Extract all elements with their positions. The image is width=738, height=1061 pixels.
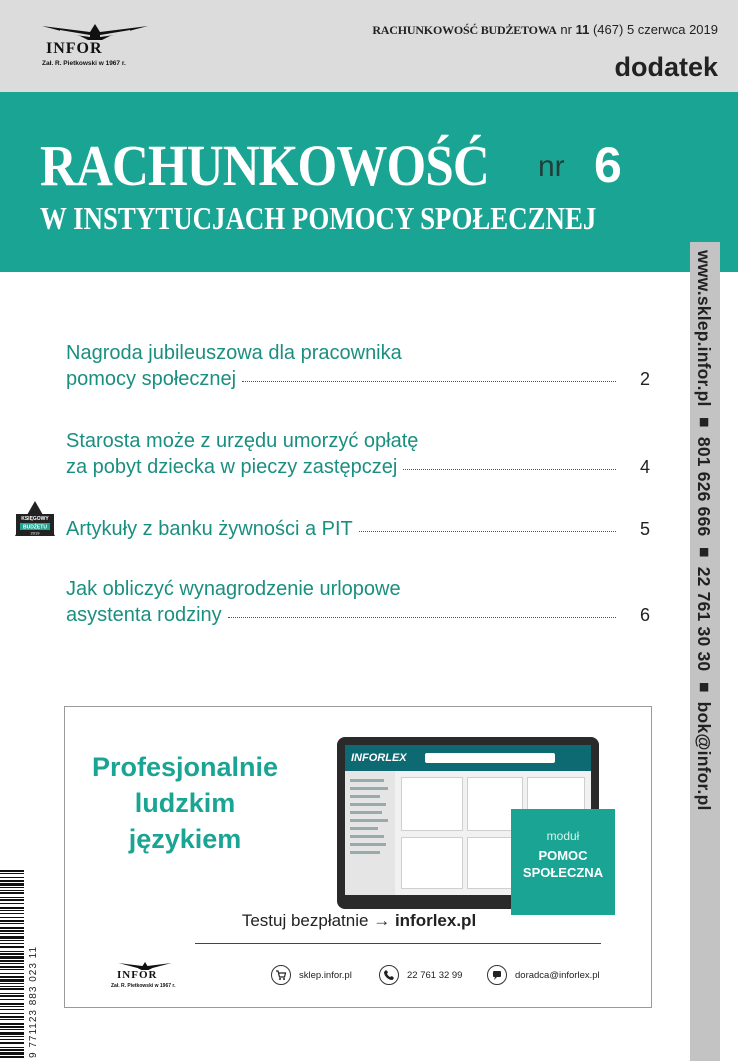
chat-icon	[487, 965, 507, 985]
leader-dots	[403, 469, 616, 470]
barcode-bar	[0, 1032, 24, 1035]
screen-line	[350, 803, 386, 806]
barcode-bar	[0, 963, 24, 964]
logo-wordmark: INFOR	[46, 40, 103, 57]
barcode-bar	[0, 883, 24, 886]
barcode-bar	[0, 877, 24, 878]
barcode-bar	[0, 988, 24, 990]
ad-slogan-line: językiem	[128, 824, 242, 854]
barcode-bar	[0, 1026, 24, 1028]
side-contact-text: www.sklep.infor.pl ■ 801 626 666 ■ 22 761 30 30 ■ bok@infor.pl	[694, 250, 714, 811]
badge-line1: KSIĘGOWY	[21, 516, 49, 522]
cta-text: Testuj bezpłatnie	[241, 911, 369, 930]
barcode-bar	[0, 1049, 24, 1051]
barcode-bar	[0, 993, 24, 994]
arrow-right-icon: →	[373, 911, 391, 930]
barcode-bar	[0, 953, 24, 955]
toc-item[interactable]	[66, 576, 650, 628]
toc-title-line: Jak obliczyć wynagrodzenie urlopowe	[66, 578, 401, 600]
barcode-bar	[0, 983, 24, 984]
contact-text: 22 761 32 99	[407, 969, 463, 981]
screen-panel	[401, 777, 463, 831]
toc-item[interactable]	[66, 340, 650, 392]
barcode-bar	[0, 1019, 24, 1020]
screen-line	[350, 779, 384, 782]
barcode-digits: 9 771123 883 023 11	[28, 945, 39, 1058]
barcode-bar	[0, 1023, 24, 1025]
infor-logo	[40, 22, 150, 74]
barcode-bar	[0, 1056, 24, 1058]
screen-line	[350, 851, 380, 854]
toc-page-number: 4	[639, 457, 650, 477]
barcode-bar	[0, 1039, 24, 1040]
nr-label: nr	[560, 22, 572, 37]
badge-line3: 2019	[30, 530, 40, 536]
barcode-bar	[0, 880, 24, 882]
screen-line	[350, 787, 388, 790]
logo-subtitle: Zał. R. Pietkowski w 1967 r.	[42, 60, 126, 67]
toc-title-line: Nagroda jubileuszowa dla pracownika	[66, 342, 402, 364]
screen-line	[350, 835, 384, 838]
barcode-bar	[0, 903, 24, 904]
barcode-bar	[0, 995, 24, 997]
ksiegowy-budzetu-badge-icon	[14, 500, 56, 542]
barcode-bar	[0, 870, 24, 872]
issue-date: 5 czerwca 2019	[626, 22, 718, 37]
badge-line2: BUDŻETU	[23, 524, 47, 531]
issue-total: (467)	[592, 22, 624, 37]
contact-text: sklep.infor.pl	[299, 969, 352, 981]
contact-shop[interactable]	[271, 963, 352, 987]
barcode-bar	[0, 979, 24, 982]
toc-title-line: za pobyt dziecka w pieczy zastępczej	[66, 456, 398, 478]
contact-email[interactable]	[487, 963, 600, 987]
screen-logo: INFORLEX	[351, 752, 407, 764]
barcode-bar	[0, 1003, 24, 1005]
barcode-bar	[0, 943, 24, 944]
barcode-bar	[0, 960, 24, 962]
barcode-bar	[0, 951, 24, 952]
barcode-bar	[0, 966, 24, 968]
toc-title-line: asystenta rodziny	[66, 604, 222, 626]
barcode-bar	[0, 913, 24, 914]
barcode-bar	[0, 899, 24, 901]
issue-info	[372, 22, 718, 38]
main-title: RACHUNKOWOŚĆ	[40, 133, 489, 198]
cta-line[interactable]	[65, 911, 653, 931]
toc-item[interactable]	[66, 516, 650, 542]
cta-link[interactable]: inforlex.pl	[394, 911, 477, 930]
barcode-bar	[0, 969, 24, 970]
title-nr-label: nr	[538, 150, 565, 183]
barcode-bar	[0, 940, 24, 941]
contact-phone[interactable]	[379, 963, 462, 987]
barcode-bar	[0, 1016, 24, 1018]
screen-line	[350, 827, 378, 830]
barcode-bar	[0, 1013, 24, 1014]
screen-panel	[401, 837, 463, 889]
barcode-bar	[0, 973, 24, 974]
issue-number: 11	[575, 22, 590, 37]
toc-title-line: Starosta może z urzędu umorzyć opłatę	[66, 430, 419, 452]
divider	[195, 943, 601, 944]
barcode-bar	[0, 976, 24, 978]
leader-dots	[228, 617, 616, 618]
ad-slogan-line: Profesjonalnie	[91, 752, 279, 782]
supplement-label: dodatek	[614, 52, 718, 82]
contact-text: doradca@inforlex.pl	[515, 969, 600, 981]
barcode-bar	[0, 897, 24, 898]
screen-line	[350, 795, 380, 798]
barcode-bar	[0, 946, 24, 948]
ad-logo-subtitle: Zał. R. Pietkowski w 1967 r.	[111, 983, 176, 989]
inforlex-ad[interactable]	[64, 706, 652, 1008]
module-name-line: POMOC	[538, 848, 588, 863]
barcode-bar	[0, 927, 24, 929]
subtitle: W INSTYTUCJACH POMOCY SPOŁECZNEJ	[40, 200, 597, 236]
screen-header	[345, 745, 591, 771]
toc-page-number: 6	[639, 605, 650, 625]
barcode-bar	[0, 999, 24, 1000]
barcode-bar	[0, 933, 24, 934]
barcode-bar	[0, 1052, 24, 1055]
barcode-bar	[0, 923, 24, 924]
publication-name: RACHUNKOWOŚĆ BUDŻETOWA	[372, 23, 557, 37]
barcode-bar	[0, 890, 24, 891]
barcode-bar	[0, 1036, 24, 1037]
barcode-bar	[0, 1047, 24, 1048]
screen-line	[350, 843, 386, 846]
barcode-bar	[0, 936, 24, 939]
eagle-icon	[40, 22, 150, 42]
toc-title-line: pomocy społecznej	[66, 368, 237, 390]
ad-slogan-line: ludzkim	[134, 788, 236, 818]
barcode-bar	[0, 1042, 24, 1044]
toc-item[interactable]	[66, 428, 650, 480]
barcode-bar	[0, 892, 24, 894]
toc-page-number: 5	[639, 519, 650, 539]
leader-dots	[242, 381, 616, 382]
barcode-bar	[0, 1029, 24, 1030]
cart-icon	[271, 965, 291, 985]
screen-line	[350, 819, 388, 822]
ad-slogan	[85, 749, 285, 857]
barcode-bar	[0, 986, 24, 987]
barcode-bar	[0, 956, 24, 959]
ad-logo-wordmark: INFOR	[117, 969, 158, 981]
module-label: moduł	[546, 829, 580, 843]
toc-page-number: 2	[639, 369, 650, 389]
barcode-bar	[0, 887, 24, 888]
title-number: 6	[594, 137, 622, 193]
barcode-bar	[0, 917, 24, 918]
barcode-bar	[0, 1009, 24, 1010]
leader-dots	[359, 531, 616, 532]
module-name-line: SPOŁECZNA	[522, 865, 604, 880]
barcode-bar	[0, 910, 24, 911]
barcode-bar	[0, 873, 24, 874]
screen-line	[350, 811, 382, 814]
screen-search-bar	[425, 753, 555, 763]
ad-infor-logo	[111, 961, 179, 995]
module-name	[511, 847, 615, 881]
screen-sidebar	[345, 771, 395, 895]
phone-icon	[379, 965, 399, 985]
barcode-bar	[0, 920, 24, 922]
module-box	[511, 809, 615, 915]
barcode-bar	[0, 907, 24, 909]
barcode-bar	[0, 930, 24, 932]
barcode-bar	[0, 1006, 24, 1007]
toc-title-line: Artykuły z banku żywności a PIT	[66, 518, 353, 540]
